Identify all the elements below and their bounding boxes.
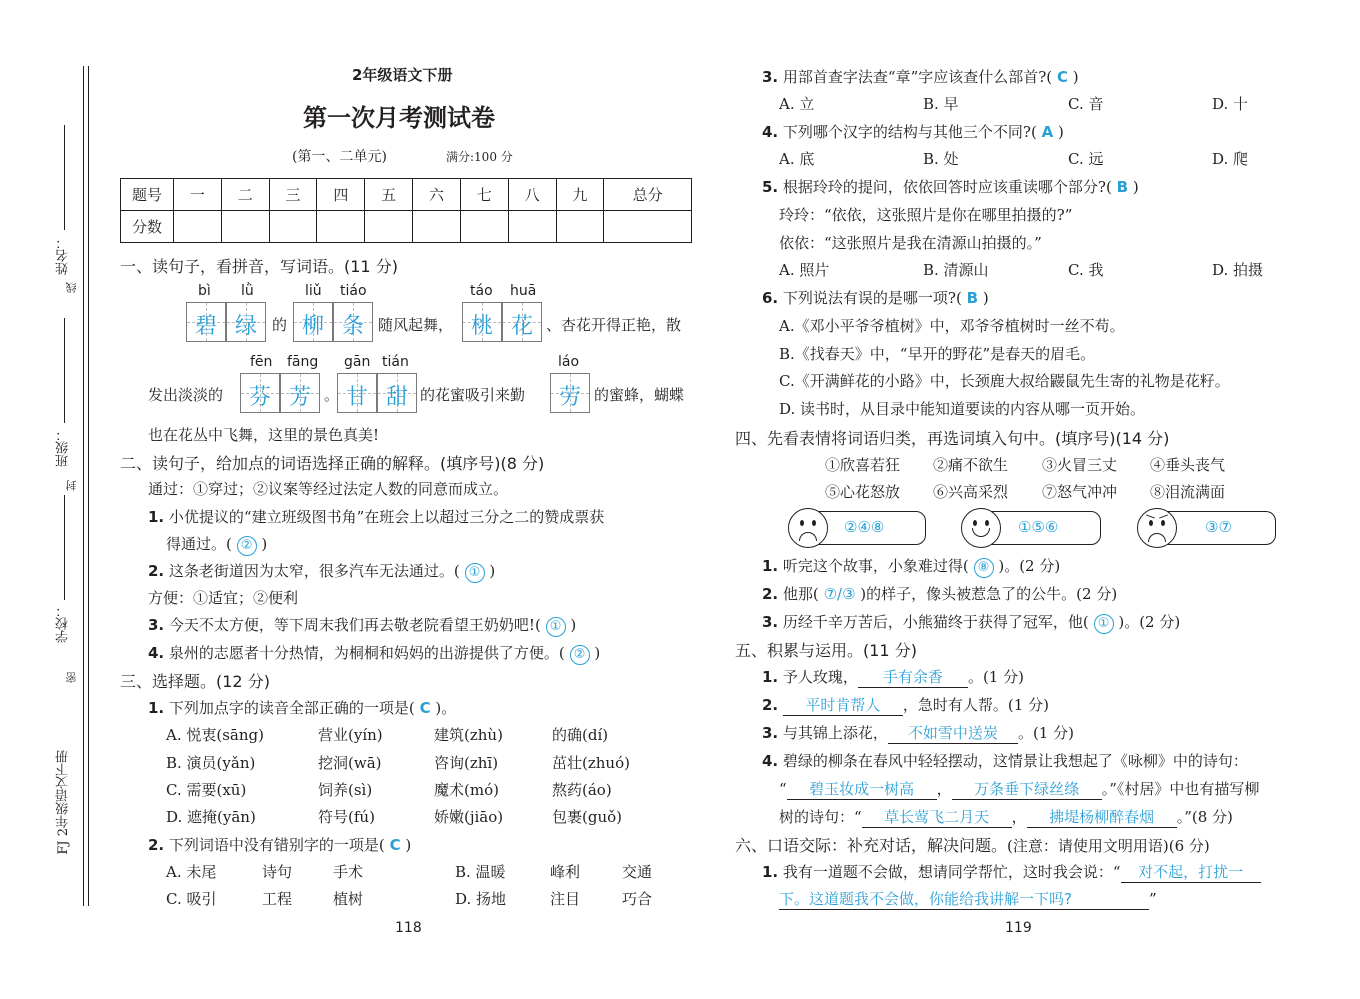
- question-line: [779, 806, 1233, 828]
- score-cell[interactable]: [317, 211, 365, 243]
- option: 茁壮(zhuó): [552, 754, 630, 772]
- q-text: 下列加点字的读音全部正确的一项是(: [168, 699, 415, 717]
- q-number: 3.: [762, 613, 779, 631]
- option: 包裹(guǒ): [552, 808, 622, 826]
- sec1-title: 一、读句子，看拼音，写词语。(11 分): [120, 257, 398, 276]
- answer-char: 甘: [345, 385, 368, 410]
- option: D. 扬地: [455, 890, 507, 908]
- q-text: 下列说法有误的是哪一项?(: [782, 289, 962, 307]
- q-close: ): [261, 535, 268, 553]
- page-title: 第一次月考测试卷: [303, 103, 495, 132]
- q-number: 1.: [148, 508, 165, 526]
- answer-char: 劳: [558, 385, 581, 410]
- word-choice: ①欣喜若狂: [825, 456, 901, 474]
- option: D. 十: [1212, 95, 1249, 113]
- q-number: 1.: [762, 863, 779, 881]
- question: [148, 614, 576, 637]
- q-text: 这条老街道因为太窄，很多汽车无法通过。(: [168, 562, 460, 580]
- question: [148, 834, 411, 855]
- option: 手术: [333, 863, 364, 881]
- question: [148, 697, 456, 718]
- answer-char: 花: [510, 314, 533, 339]
- q-close: )。: [435, 699, 457, 717]
- answer-line: 不如雪中送炭: [888, 722, 1018, 744]
- score-cell[interactable]: [556, 211, 604, 243]
- score-row-label: 分数: [121, 211, 174, 243]
- option: 峰利: [550, 863, 581, 881]
- question: [762, 861, 1261, 883]
- name-label: 姓名：: [56, 236, 71, 275]
- answer-char: 芬: [248, 385, 271, 410]
- sec6-title: [735, 833, 1210, 856]
- question: [166, 533, 267, 556]
- option: D. 爬: [1212, 150, 1249, 168]
- option: 交通: [622, 863, 653, 881]
- answer-line: 草长莺飞二月天: [862, 806, 1012, 828]
- seal-char: 封: [65, 480, 78, 491]
- answer-line: 平时肯帮人: [783, 694, 903, 716]
- word-box-bilv[interactable]: [186, 302, 266, 342]
- happy-answer: ①⑤⑥: [1018, 518, 1059, 536]
- score-cell[interactable]: [174, 211, 222, 243]
- question: [148, 642, 600, 665]
- option: A.《邓小平爷爷植树》中，邓爷爷植树时一丝不苟。: [779, 317, 1125, 335]
- option: C. 需要(xū): [166, 781, 247, 799]
- score-header: 四: [317, 179, 365, 211]
- word-box-gantian[interactable]: [337, 373, 417, 413]
- answer-mark: B: [966, 289, 979, 307]
- q-number: 5.: [762, 178, 779, 196]
- margin-line-2: [88, 66, 89, 906]
- pinyin: fāng: [287, 354, 319, 370]
- q-number: 2.: [762, 585, 779, 603]
- option: D. 读书时，从目录中能知道要读的内容从哪一页开始。: [779, 400, 1146, 418]
- q-close: )。(2 分): [1118, 613, 1181, 631]
- answer-line: 碧玉妆成一树高: [787, 778, 937, 800]
- word-choice: ⑦怒气冲冲: [1042, 483, 1118, 501]
- word-box-taohua[interactable]: [462, 302, 542, 342]
- option: 工程: [262, 890, 293, 908]
- answer-mark: ⑧: [974, 558, 994, 578]
- sec6-note: (注意：请使用文明用语)(6 分): [1007, 837, 1210, 855]
- q-text: 我有一道题不会做，想请同学帮忙，这时我会说：“: [782, 863, 1121, 881]
- q-close: ): [1072, 68, 1079, 86]
- text: 、杏花开得正艳，散: [546, 316, 682, 334]
- answer-char: 碧: [194, 314, 217, 339]
- score-cell[interactable]: [508, 211, 556, 243]
- q-close: ): [489, 562, 496, 580]
- word-choice: ④垂头丧气: [1150, 456, 1226, 474]
- definition: 通过：①穿过；②议案等经过法定人数的同意而成立。: [148, 480, 509, 498]
- q-number: 3.: [762, 724, 779, 742]
- score-cell[interactable]: [221, 211, 269, 243]
- answer-char: 条: [341, 314, 364, 339]
- q-number: 1.: [148, 699, 165, 717]
- word-box-lao[interactable]: [550, 373, 590, 413]
- q-close: ”: [1149, 890, 1157, 908]
- pinyin: tiáo: [340, 283, 367, 299]
- q-close: ): [982, 289, 989, 307]
- class-label: 班级：: [56, 428, 71, 467]
- answer-line: 万条垂下绿丝绦: [952, 778, 1102, 800]
- q-text: 他那(: [782, 585, 819, 603]
- option: B. 温暖: [455, 863, 506, 881]
- question: [762, 121, 1064, 142]
- q-close: ): [570, 616, 577, 634]
- answer-line: 对不起，打扰一: [1121, 861, 1261, 883]
- sec3-title: 三、选择题。(12 分): [120, 672, 270, 691]
- answer-mark: ①: [465, 563, 485, 583]
- pinyin: tián: [382, 354, 409, 370]
- option: 注目: [550, 890, 581, 908]
- class-blank: [64, 318, 65, 423]
- word-choice: ⑤心花怒放: [825, 483, 901, 501]
- option: 建筑(zhù): [434, 726, 503, 744]
- option: B. 演员(yǎn): [166, 754, 256, 772]
- word-box-liutiao[interactable]: [293, 302, 373, 342]
- score-header: 三: [269, 179, 317, 211]
- option: C.《开满鲜花的小路》中，长颈鹿大叔给鼹鼠先生寄的礼物是花籽。: [779, 372, 1230, 390]
- q-number: 1.: [762, 557, 779, 575]
- option: 熬药(áo): [552, 781, 612, 799]
- text: 发出淡淡的: [148, 386, 224, 404]
- sec6-title-text: 六、口语交际：补充对话，解决问题。: [735, 836, 1008, 855]
- q-number: 2.: [148, 562, 165, 580]
- q-close: )的样子，像头被惹急了的公牛。(2 分): [860, 585, 1118, 603]
- word-choice: ③火冒三丈: [1042, 456, 1118, 474]
- school-label: 学校：: [56, 604, 71, 643]
- pinyin: táo: [470, 283, 493, 299]
- q-text: 用部首查字法查“章”字应该查什么部首?(: [782, 68, 1053, 86]
- option: B. 清源山: [923, 261, 989, 279]
- score-header: 二: [221, 179, 269, 211]
- score-cell[interactable]: [604, 211, 692, 243]
- answer-mark: C: [1056, 68, 1068, 86]
- q-text: 与其锦上添花，: [782, 724, 888, 742]
- pinyin: huā: [510, 283, 537, 299]
- answer-mark: ⑦/③: [823, 585, 856, 603]
- q-text: 泉州的志愿者十分热情，为桐桐和妈妈的出游提供了方便。(: [168, 644, 565, 662]
- q-number: 2.: [762, 696, 779, 714]
- pinyin: lǜ: [241, 283, 254, 299]
- answer-mark: ①: [1094, 614, 1114, 634]
- answer-mark: ②: [237, 536, 257, 556]
- answer-mark: ①: [546, 617, 566, 637]
- question-line: [779, 778, 1259, 800]
- q-text: 根据玲玲的提问，依依回答时应该重读哪个部分?(: [782, 178, 1112, 196]
- q-number: 4.: [762, 123, 779, 141]
- text: 随风起舞，: [378, 316, 454, 334]
- q-number: 1.: [762, 668, 779, 686]
- q-text: “: [779, 780, 787, 798]
- answer-line: 拂堤杨柳醉春烟: [1027, 806, 1177, 828]
- dialog-line: 玲玲：“依依，这张照片是你在哪里拍摄的?”: [779, 206, 1073, 224]
- word-box-fenfang[interactable]: [240, 373, 320, 413]
- margin-line-1: [83, 66, 84, 906]
- question: [762, 555, 1060, 578]
- answer-mark: ②: [570, 645, 590, 665]
- pinyin: liǔ: [305, 283, 322, 299]
- score-header: 八: [508, 179, 556, 211]
- option: C. 吸引: [166, 890, 217, 908]
- q-text: 历经千辛万苦后，小熊猫终于获得了冠军，他(: [782, 613, 1089, 631]
- option: 挖洞(wā): [318, 754, 382, 772]
- option: C. 音: [1068, 95, 1104, 113]
- page-number-left: 118: [395, 920, 422, 936]
- question-line: [779, 888, 1157, 910]
- option: B.《找春天》中，“早开的野花”是春天的眉毛。: [779, 345, 1096, 363]
- sad-face-icon: [788, 508, 828, 548]
- q-close: ): [594, 644, 601, 662]
- score-table: [120, 178, 692, 243]
- q-number: 4.: [762, 752, 779, 770]
- q-text: 予人玫瑰，: [782, 668, 858, 686]
- school-blank: [64, 495, 65, 600]
- option: 的确(dí): [552, 726, 609, 744]
- option: C. 远: [1068, 150, 1104, 168]
- q-close: ): [1058, 123, 1064, 141]
- text: 的花蜜吸引来勤: [420, 386, 526, 404]
- grade-label: 2年级语文下册: [352, 66, 453, 84]
- pinyin: gān: [344, 354, 371, 370]
- score-cell[interactable]: [460, 211, 508, 243]
- text: 的: [272, 316, 288, 334]
- q-text: 。”(8 分): [1176, 808, 1233, 826]
- definition: 方便：①适宜；②便利: [148, 589, 299, 607]
- option: A. 照片: [779, 261, 830, 279]
- score-header: 一: [174, 179, 222, 211]
- question: [762, 611, 1180, 634]
- question: [762, 666, 1024, 688]
- question: [762, 287, 989, 308]
- question: [762, 583, 1117, 604]
- question: [148, 560, 495, 583]
- q-close: 。(1 分): [967, 668, 1024, 686]
- option: 符号(fú): [318, 808, 375, 826]
- q-close: 。(1 分): [1017, 724, 1074, 742]
- pinyin: bì: [198, 283, 211, 299]
- book-label: FJ 2年级语文下册: [56, 750, 71, 855]
- q-number: 6.: [762, 289, 779, 307]
- option: D. 拍摄: [1212, 261, 1264, 279]
- units-label: (第一、二单元): [292, 149, 387, 165]
- option: B. 处: [923, 150, 959, 168]
- question: [762, 694, 1049, 716]
- answer-mark: C: [419, 699, 431, 717]
- score-cell[interactable]: [365, 211, 413, 243]
- text: 也在花丛中飞舞，这里的景色真美!: [148, 426, 380, 444]
- option: A. 立: [779, 95, 815, 113]
- score-header: 九: [556, 179, 604, 211]
- option: B. 早: [923, 95, 959, 113]
- q-close: ): [405, 836, 412, 854]
- happy-face-icon: [961, 508, 1001, 548]
- answer-char: 桃: [470, 314, 493, 339]
- q-number: 3.: [148, 616, 165, 634]
- question: [762, 750, 1248, 771]
- answer-char: 绿: [234, 314, 257, 339]
- option: 魔术(mó): [434, 781, 499, 799]
- full-score: 满分:100 分: [446, 150, 513, 164]
- name-blank: [64, 125, 65, 230]
- text: 。: [324, 386, 340, 404]
- angry-answer: ③⑦: [1205, 518, 1232, 536]
- sec2-title: 二、读句子，给加点的词语选择正确的解释。(填序号)(8 分): [120, 454, 545, 473]
- sec4-title: 四、先看表情将词语归类，再选词填入句中。(填序号)(14 分): [735, 429, 1170, 448]
- score-header: 七: [460, 179, 508, 211]
- option: A. 底: [779, 150, 815, 168]
- page-number-right: 119: [1005, 920, 1032, 936]
- q-text: ，: [936, 780, 952, 798]
- angry-face-icon: [1137, 508, 1177, 548]
- q-text: 今天不太方便，等下周末我们再去敬老院看望王奶奶吧!(: [168, 616, 541, 634]
- option: C. 我: [1068, 261, 1104, 279]
- text: 的蜜蜂，蝴蝶: [594, 386, 685, 404]
- score-header: 总分: [604, 179, 692, 211]
- answer-mark: B: [1116, 178, 1129, 196]
- q-text: 听完这个故事，小象难过得(: [782, 557, 969, 575]
- question: [148, 506, 604, 527]
- score-header: 五: [365, 179, 413, 211]
- option: 娇嫩(jiāo): [434, 808, 504, 826]
- option: 营业(yín): [318, 726, 383, 744]
- option: A. 悦衷(sāng): [166, 726, 264, 744]
- dialog-line: 依依：“这张照片是我在清源山拍摄的。”: [779, 234, 1042, 252]
- q-text: 下列哪个汉字的结构与其他三个不同?(: [782, 123, 1037, 141]
- answer-mark: A: [1041, 123, 1054, 141]
- pinyin: láo: [558, 354, 580, 370]
- q-text: 。”《村居》中也有描写柳: [1101, 780, 1260, 798]
- seal2-char: 密: [65, 672, 78, 683]
- word-choice: ⑧泪流满面: [1150, 483, 1226, 501]
- q-text: 得通过。(: [166, 535, 232, 553]
- question: [762, 176, 1139, 197]
- answer-char: 芳: [288, 385, 311, 410]
- answer-line: 手有余香: [858, 666, 968, 688]
- q-text: ，: [1011, 808, 1027, 826]
- score-header: 六: [413, 179, 461, 211]
- q-number: 4.: [148, 644, 165, 662]
- word-choice: ②痛不欲生: [933, 456, 1009, 474]
- q-close: ，急时有人帮。(1 分): [902, 696, 1049, 714]
- option: 巧合: [622, 890, 653, 908]
- score-cell[interactable]: [413, 211, 461, 243]
- option: 饲养(sì): [318, 781, 373, 799]
- answer-char: 柳: [301, 314, 324, 339]
- pinyin: fēn: [250, 354, 273, 370]
- q-text: 下列词语中没有错别字的一项是(: [168, 836, 385, 854]
- q-number: 3.: [762, 68, 779, 86]
- score-header: 题号: [121, 179, 174, 211]
- q-text: 树的诗句：“: [779, 808, 862, 826]
- q-close: ): [1132, 178, 1139, 196]
- option: 诗句: [262, 863, 293, 881]
- option: D. 遮掩(yān): [166, 808, 256, 826]
- word-choice: ⑥兴高采烈: [933, 483, 1009, 501]
- answer-line: 下。这道题我不会做，你能给我讲解一下吗?: [779, 888, 1149, 910]
- option: 植树: [333, 890, 364, 908]
- answer-char: 甜: [385, 385, 408, 410]
- question: [762, 722, 1074, 744]
- q-close: )。(2 分): [998, 557, 1061, 575]
- sad-answer: ②④⑧: [844, 518, 885, 536]
- question: [762, 66, 1079, 87]
- sec5-title: 五、积累与运用。(11 分): [735, 641, 917, 660]
- q-text: 小优提议的“建立班级图书角”在班会上以超过三分之二的赞成票获: [168, 508, 605, 526]
- q-number: 2.: [148, 836, 165, 854]
- q-text: 碧绿的柳条在春风中轻轻摆动，这情景让我想起了《咏柳》中的诗句：: [782, 752, 1248, 770]
- answer-mark: C: [389, 836, 401, 854]
- line-char: 线: [65, 282, 78, 293]
- score-cell[interactable]: [269, 211, 317, 243]
- option: 咨询(zhī): [434, 754, 499, 772]
- option: A. 未尾: [166, 863, 217, 881]
